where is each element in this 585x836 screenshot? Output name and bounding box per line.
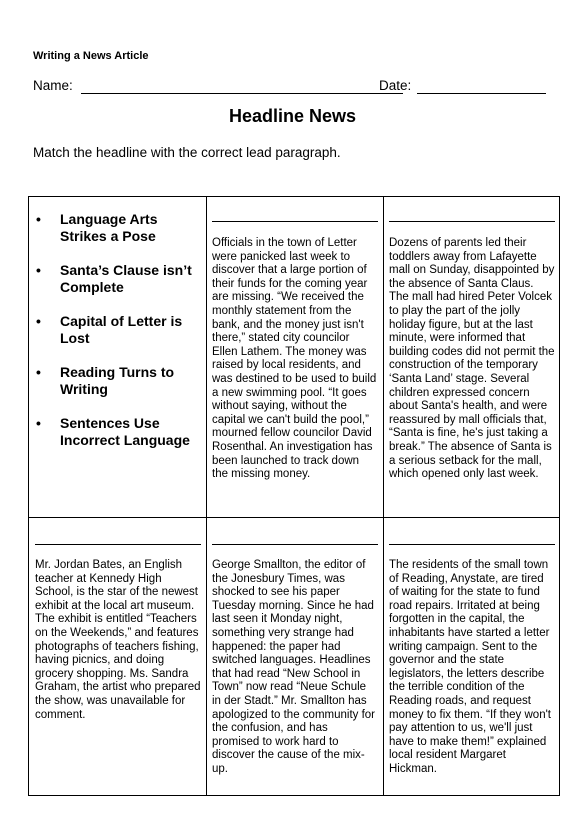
worksheet-title: Writing a News Article (33, 50, 149, 62)
bullet-icon: • (36, 415, 41, 431)
headline-text: Language Arts Strikes a Pose (60, 211, 158, 244)
page-title: Headline News (228, 106, 357, 126)
paragraph-cell-3 (35, 544, 201, 722)
instructions-text: Match the headline with the correct lead paragraph. (33, 145, 341, 160)
paragraph-cell-4 (212, 544, 378, 777)
date-label: Date: (379, 78, 412, 93)
headline-text: Sentences Use Incorrect Language (60, 415, 190, 448)
bullet-icon: • (36, 211, 41, 227)
headline-text: Reading Turns to Writing (60, 364, 175, 397)
bullet-icon: • (36, 262, 41, 278)
headline-text: Capital of Letter is Lost (60, 313, 183, 346)
name-blank-line[interactable] (81, 93, 403, 94)
name-label: Name: (33, 78, 73, 93)
paragraph-cell-1 (212, 221, 378, 482)
headline-item (36, 313, 201, 347)
column-divider-1 (206, 197, 207, 795)
headline-item (36, 262, 201, 296)
answer-blank-line[interactable] (389, 221, 555, 222)
lead-paragraph: Dozens of parents led their toddlers away from Lafayette mall on Sunday, disappointed by the absence of Santa Claus. The mall had hired Peter Volcek to play the part of the jolly holiday figure, but at the last minute, were informed that building codes did not permit the construction of the temporary ‘Santa Land’ stage. Several children expressed concern about Santa's health, and were reassured by mall officials that, “Santa is fine, he's just taking a break.” The absence of Santa is a serious setback for the mall, which opened only last week. (389, 237, 555, 481)
paragraph-cell-5 (389, 544, 555, 777)
lead-paragraph: George Smallton, the editor of the Jonesbury Times, was shocked to see his paper Tuesday morning. Since he had last seen it Monday night, something very strange had happened: the paper had switched languages. Headlines that had read “New School in Town” now read “Neue Schule in der Stadt.” Mr. Smallton has apologized to the community for the confusion, and has promised to work hard to discover the cause of the mix-up. (212, 559, 376, 775)
column-divider-2 (383, 197, 384, 795)
name-date-row (33, 78, 553, 96)
headline-item (36, 415, 201, 449)
bullet-icon: • (36, 313, 41, 329)
answer-blank-line[interactable] (212, 544, 378, 545)
headline-item (36, 211, 201, 245)
headline-list (36, 211, 201, 449)
answer-blank-line[interactable] (35, 544, 201, 545)
answer-blank-line[interactable] (212, 221, 378, 222)
date-blank-line[interactable] (417, 93, 546, 94)
headline-text: Santa’s Clause isn’t Complete (60, 262, 192, 295)
bullet-icon: • (36, 364, 41, 380)
lead-paragraph: Mr. Jordan Bates, an English teacher at Kennedy High School, is the star of the newest exhibit at the local art museum. The exhibit is entitled “Teachers on the Weekends,” and features photographs of teachers fishing, having picnics, and doing grocery shopping. Ms. Sandra Graham, the artist who prepared the show, was unavailable for comment. (35, 559, 201, 721)
headlines-cell (36, 211, 201, 466)
matching-table (28, 196, 560, 796)
lead-paragraph: Officials in the town of Letter were panicked last week to discover that a large portion of their funds for the coming year are missing. “We received the monthly statement from the bank, and the money just isn't there,” stated city councilor Ellen Lathem. The money was raised by local residents, and was destined to be used to build a new swimming pool. “It goes without saying, without the capital we can't build the pool,” mourned fellow councilor David Rosenthal. An investigation has been launched to track down the missing money. (212, 237, 377, 481)
paragraph-cell-2 (389, 221, 555, 482)
row-divider (29, 517, 559, 518)
answer-blank-line[interactable] (389, 544, 555, 545)
lead-paragraph: The residents of the small town of Reading, Anystate, are tired of waiting for the state to fund road repairs. Irritated at being forgotten in the capital, the inhabitants have started a letter writing campaign. Sent to the governor and the state legislators, the letters describe the terrible condition of the Reading roads, and request money to fix them. “If they won't pay attention to us, we'll just have to make them!” explained local resident Margaret Hickman. (389, 559, 551, 775)
headline-item (36, 364, 201, 398)
